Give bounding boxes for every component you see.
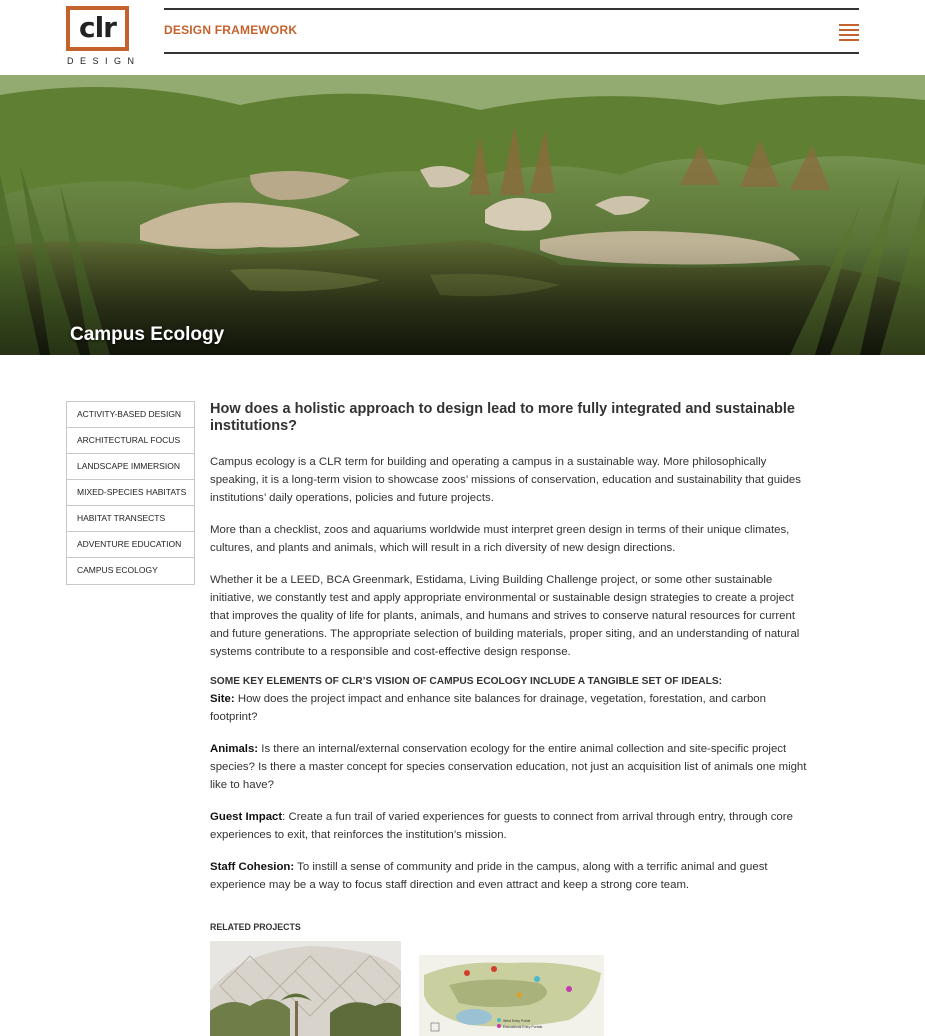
- related-project-masterplan-thumbnail[interactable]: [419, 955, 604, 1036]
- sidebar-item-habitat-transects[interactable]: HABITAT TRANSECTS: [67, 506, 194, 532]
- logo-frame: [66, 6, 129, 51]
- hamburger-menu-icon[interactable]: [839, 24, 859, 40]
- map-legend-item: West Entry Portal: [503, 1019, 531, 1023]
- paragraph-checklist: More than a checklist, zoos and aquariums worldwide must interpret green design in terms of their unique climates, cultures, and plants and animals, which will result in a rich diversity of new design directions.: [210, 524, 790, 554]
- ideal-animals: [210, 740, 810, 794]
- paragraph-intro: Campus ecology is a CLR term for building and operating a campus in a sustainable way. More philosophically speaking, it is a long-term vision to showcase zoos’ missions of conservation, education and sustainability that guides institutions’ daily operations, policies and future projects.: [210, 456, 801, 504]
- sidebar-item-architectural-focus[interactable]: ARCHITECTURAL FOCUS: [67, 428, 194, 454]
- top-nav-bar: [164, 8, 859, 54]
- ideal-text: How does the project impact and enhance site balances for drainage, vegetation, forestation, and carbon footprint?: [210, 693, 766, 723]
- question-heading: How does a holistic approach to design lead to more fully integrated and sustainable institutions?: [210, 401, 795, 434]
- ideal-term: Site:: [210, 693, 235, 705]
- logo-wordmark: DESIGN: [67, 56, 141, 66]
- hero-title: Campus Ecology: [70, 324, 225, 345]
- sidebar-item-landscape-immersion[interactable]: LANDSCAPE IMMERSION: [67, 454, 194, 480]
- clr-design-logo[interactable]: [66, 6, 141, 66]
- logo-mark: clr: [78, 10, 116, 44]
- sidebar-item-mixed-species-habitats[interactable]: MIXED-SPECIES HABITATS: [67, 480, 194, 506]
- sidebar-item-campus-ecology[interactable]: CAMPUS ECOLOGY: [77, 565, 158, 575]
- ideal-text: Is there an internal/external conservation ecology for the entire animal collection and site-specific project species? Is there a master concept for species conservation education, not just an acquisition list of animals one might like to have?: [210, 743, 807, 791]
- map-legend-item: Educational Entry Portals: [503, 1025, 543, 1029]
- ideal-text: : Create a fun trail of varied experiences for guests to connect from arrival through entry, through core experiences to exit, that reinforces the institution’s mission.: [210, 811, 793, 841]
- ideal-term: Animals:: [210, 743, 259, 755]
- ideal-text: To instill a sense of community and pride in the campus, along with a terrific animal and guest experience may be a way to focus staff direction and even attract and keep a strong core team.: [210, 861, 768, 891]
- hero-pond-image: [0, 75, 925, 355]
- main-content: [210, 401, 810, 908]
- ideal-term: Staff Cohesion:: [210, 861, 295, 873]
- building-thumbnail-image: [210, 941, 401, 1036]
- ideal-staff-cohesion: [210, 858, 810, 894]
- sidebar-item-adventure-education[interactable]: ADVENTURE EDUCATION: [67, 532, 194, 558]
- ideal-guest-impact: [210, 808, 810, 844]
- hero-banner: [0, 75, 925, 355]
- framework-sidebar: [66, 401, 195, 585]
- nav-title-design-framework[interactable]: DESIGN FRAMEWORK: [164, 23, 298, 37]
- ideal-site: [210, 690, 810, 726]
- key-elements-heading: SOME KEY ELEMENTS OF CLR’S VISION OF CAMPUS ECOLOGY INCLUDE A TANGIBLE SET OF IDEALS:: [210, 676, 723, 687]
- related-projects-heading: RELATED PROJECTS: [210, 922, 301, 932]
- ideal-term: Guest Impact: [210, 811, 283, 823]
- related-project-building-thumbnail[interactable]: [210, 941, 401, 1036]
- sidebar-item-activity-based-design[interactable]: ACTIVITY-BASED DESIGN: [67, 402, 194, 428]
- paragraph-certifications: Whether it be a LEED, BCA Greenmark, Estidama, Living Building Challenge project, or some other sustainable initiative, we constantly test and apply appropriate environmental or sustainable design strategies to create a project that improves the quality of life for plants, animals, and humans and strives to conserve natural resources for current and future generations. The appropriate selection of building materials, proper siting, and an understanding of natural systems contribute to a responsible and cost-effective design response.: [210, 574, 800, 658]
- map-legend: [497, 1018, 542, 1030]
